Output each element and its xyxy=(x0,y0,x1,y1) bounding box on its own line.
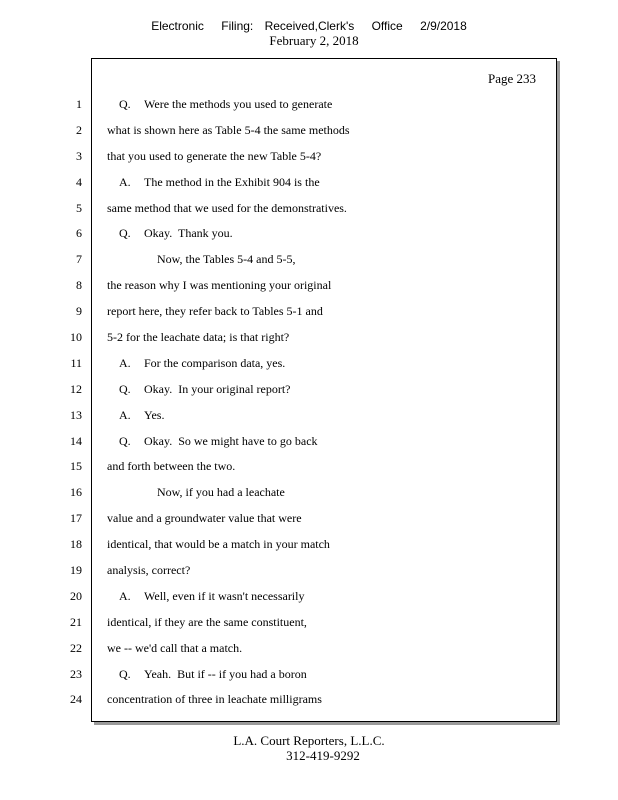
transcript-line-text: Okay. In your original report? xyxy=(144,381,291,396)
line-number: 16 xyxy=(70,485,82,500)
transcript-line-text: concentration of three in leachate milligrams xyxy=(107,692,322,707)
transcript-line-text: the reason why I was mentioning your original xyxy=(107,278,332,293)
transcript-line-text: value and a groundwater value that were xyxy=(107,511,302,526)
transcript-line xyxy=(107,351,547,377)
line-number: 17 xyxy=(70,511,82,526)
transcript-line xyxy=(107,299,547,325)
speaker-mark: A. xyxy=(119,407,131,422)
line-number: 8 xyxy=(76,278,82,293)
transcript-line xyxy=(107,325,547,351)
reporter-phone: 312-419-9292 xyxy=(286,748,360,763)
document-date: February 2, 2018 xyxy=(269,33,359,48)
transcript-line-text: that you used to generate the new Table 5-4? xyxy=(107,148,322,163)
transcript-line-text: Well, even if it wasn't necessarily xyxy=(144,588,305,603)
line-number: 14 xyxy=(70,433,82,448)
transcript-line xyxy=(107,454,547,480)
line-number: 20 xyxy=(70,588,82,603)
transcript-line-text: Now, if you had a leachate xyxy=(157,485,285,500)
line-number: 9 xyxy=(76,304,82,319)
transcript-line-text: identical, if they are the same constituent, xyxy=(107,614,307,629)
transcript-line xyxy=(107,480,547,506)
page-number: Page 233 xyxy=(487,71,536,86)
transcript-line-text: Yes. xyxy=(144,407,165,422)
transcript-line xyxy=(107,558,547,584)
line-number: 3 xyxy=(76,148,82,163)
transcript-line xyxy=(107,687,547,713)
transcript-line-text: For the comparison data, yes. xyxy=(144,355,286,370)
transcript-body xyxy=(107,92,547,713)
transcript-line-text: 5-2 for the leachate data; is that right? xyxy=(107,330,290,345)
transcript-line-text: The method in the Exhibit 904 is the xyxy=(144,174,320,189)
filing-stamp-office: Office xyxy=(371,19,403,33)
speaker-mark: Q. xyxy=(119,433,131,448)
transcript-line-text: same method that we used for the demonstratives. xyxy=(107,200,347,215)
transcript-line xyxy=(107,610,547,636)
transcript-line xyxy=(107,221,547,247)
filing-stamp-header xyxy=(0,18,618,34)
transcript-line-text: Now, the Tables 5-4 and 5-5, xyxy=(157,252,296,267)
speaker-mark: Q. xyxy=(119,226,131,241)
transcript-line xyxy=(107,662,547,688)
speaker-mark: A. xyxy=(119,355,131,370)
transcript-line-text: identical, that would be a match in your match xyxy=(107,537,330,552)
transcript-line-text: report here, they refer back to Tables 5-1 and xyxy=(107,304,323,319)
line-number: 1 xyxy=(76,97,82,111)
transcript-line-text: Yeah. But if -- if you had a boron xyxy=(144,666,307,681)
line-number: 12 xyxy=(70,381,82,396)
transcript-line xyxy=(107,532,547,558)
filing-stamp-received: Received,Clerk's xyxy=(264,19,355,33)
line-number: 22 xyxy=(70,640,82,655)
line-number: 5 xyxy=(76,200,82,215)
transcript-line-text: what is shown here as Table 5-4 the same methods xyxy=(107,122,350,137)
transcript-line xyxy=(107,92,547,118)
speaker-mark: Q. xyxy=(119,381,131,396)
transcript-line xyxy=(107,584,547,610)
line-number: 21 xyxy=(70,614,82,629)
speaker-mark: Q. xyxy=(119,97,131,111)
filing-stamp-electronic: Electronic xyxy=(151,19,204,33)
line-number: 2 xyxy=(76,122,82,137)
transcript-line-text: we -- we'd call that a match. xyxy=(107,640,243,655)
transcript-line xyxy=(107,118,547,144)
filing-stamp-date: 2/9/2018 xyxy=(420,19,467,33)
transcript-line xyxy=(107,247,547,273)
line-number-column xyxy=(60,92,82,713)
transcript-line-text: Were the methods you used to generate xyxy=(144,97,333,111)
line-number: 6 xyxy=(76,226,82,241)
transcript-line xyxy=(107,196,547,222)
reporter-company: L.A. Court Reporters, L.L.C. xyxy=(233,733,385,748)
line-number: 10 xyxy=(70,330,82,345)
transcript-line xyxy=(107,506,547,532)
speaker-mark: A. xyxy=(119,174,131,189)
line-number: 4 xyxy=(76,174,82,189)
transcript-line-text: Okay. So we might have to go back xyxy=(144,433,318,448)
transcript-line xyxy=(107,273,547,299)
transcript-line xyxy=(107,403,547,429)
line-number: 23 xyxy=(70,666,82,681)
line-number: 7 xyxy=(76,252,82,267)
transcript-line xyxy=(107,429,547,455)
line-number: 18 xyxy=(70,537,82,552)
transcript-line xyxy=(107,144,547,170)
filing-stamp-filing: Filing: xyxy=(221,19,254,33)
transcript-line-text: and forth between the two. xyxy=(107,459,236,474)
line-number: 15 xyxy=(70,459,82,474)
transcript-line-text: analysis, correct? xyxy=(107,563,191,578)
reporter-footer xyxy=(0,733,618,763)
transcript-line-text: Okay. Thank you. xyxy=(144,226,233,241)
line-number: 13 xyxy=(70,407,82,422)
transcript-line xyxy=(107,377,547,403)
line-number: 11 xyxy=(70,355,82,370)
line-number: 19 xyxy=(70,563,82,578)
speaker-mark: Q. xyxy=(119,666,131,681)
speaker-mark: A. xyxy=(119,588,131,603)
transcript-line xyxy=(107,636,547,662)
transcript-line xyxy=(107,170,547,196)
line-number: 24 xyxy=(70,692,82,707)
